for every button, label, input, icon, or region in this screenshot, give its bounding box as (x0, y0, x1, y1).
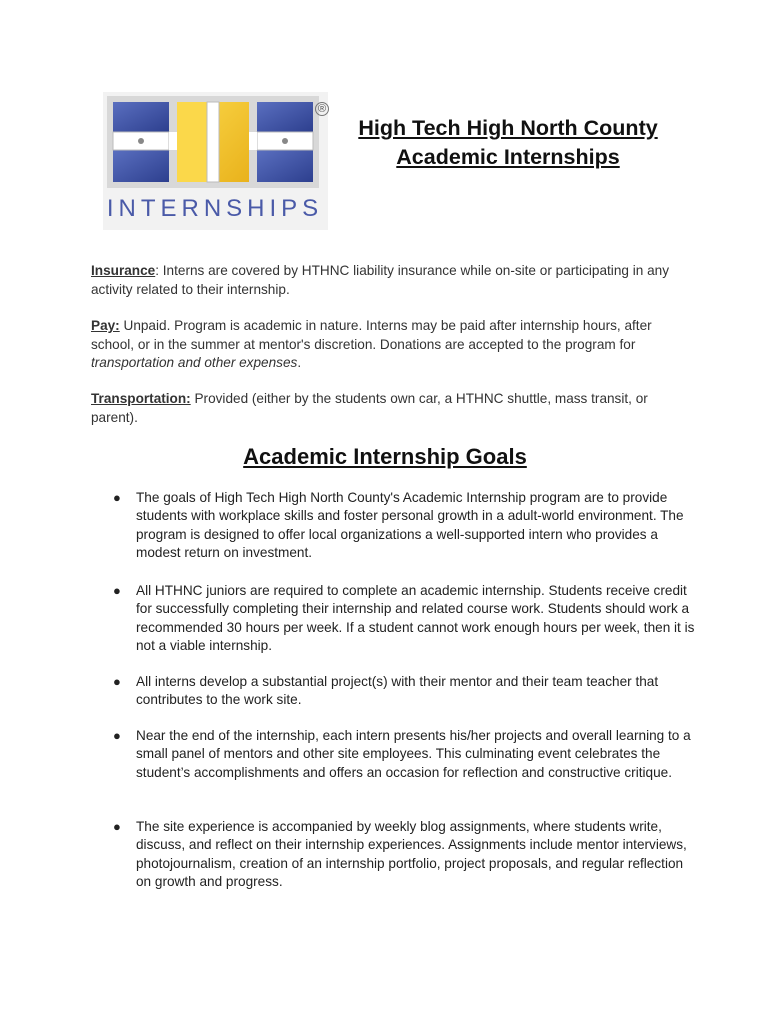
goal-text: The goals of High Tech High North County's Academic Internship program are to provide students with workplace skills and foster personal growth in a adult-world environment. The program is designed to offer local organizations a well-supported intern who provides a modest return on investment. (136, 490, 684, 560)
goals-heading: Academic Internship Goals (243, 444, 527, 469)
bullet-icon: ● (113, 490, 121, 505)
transportation-paragraph (91, 390, 691, 427)
pay-paragraph (91, 317, 691, 373)
pay-end: . (297, 355, 302, 370)
bullet-icon: ● (113, 583, 121, 598)
goal-text: The site experience is accompanied by weekly blog assignments, where students write, discuss, and reflect on their internship experiences. Assignments include mentor interviews, photojournalism, creation of an internship portfolio, project proposals, and regular reflection on growth and progress. (136, 819, 687, 889)
bullet-icon: ● (113, 674, 121, 689)
title-line-2: Academic Internships (396, 145, 620, 169)
insurance-label: Insurance (91, 263, 156, 278)
insurance-text: : Interns are covered by HTHNC liability insurance while on-site or participating in any activity related to their internship. (91, 263, 669, 297)
pay-text: Unpaid. Program is academic in nature. Interns may be paid after internship hours, after school, or in the summer at mentor's discretion. Donations are accepted to the program for (91, 318, 652, 352)
insurance-paragraph (91, 262, 691, 299)
hth-logo-graphic (103, 92, 328, 230)
title-line-1: High Tech High North County (358, 116, 658, 140)
transportation-label: Transportation: (91, 391, 191, 406)
goal-text: Near the end of the internship, each intern presents his/her projects and overall learning to a small panel of mentors and other site employees. This culminating event celebrates the student’s accomplishments and offers an occasion for reflection and constructive critique. (136, 728, 691, 780)
registered-mark: ® (315, 102, 329, 116)
page-title (338, 114, 678, 172)
goal-text: All interns develop a substantial project(s) with their mentor and their team teacher that contributes to the work site. (136, 674, 659, 708)
pay-emphasis: transportation and other expenses (91, 355, 298, 370)
bullet-icon: ● (113, 819, 121, 834)
bullet-icon: ● (113, 728, 121, 743)
hth-internships-logo (103, 92, 328, 230)
transportation-text: Provided (either by the students own car, a HTHNC shuttle, mass transit, or parent). (91, 391, 648, 425)
pay-label: Pay: (91, 318, 120, 333)
logo-wordmark: INTERNSHIPS (106, 195, 324, 222)
goal-text: All HTHNC juniors are required to complete an academic internship. Students receive credit for successfully completing their internship and related course work. Students should work a recommended 30 hours per week. If a student cannot work enough hours per week, then it is not a viable internship. (136, 583, 695, 653)
